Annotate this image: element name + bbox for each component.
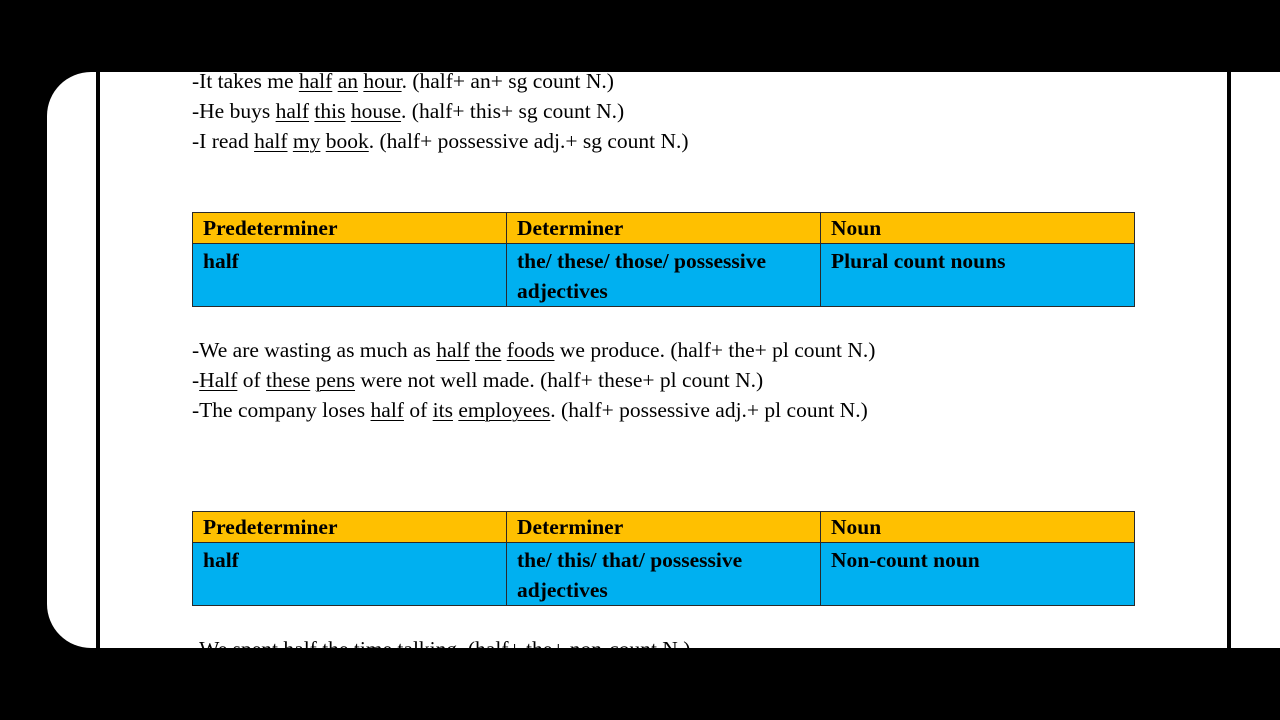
example-line-cut-off	[192, 637, 690, 661]
header-determiner: Determiner	[507, 512, 821, 543]
underlined-word: half	[370, 398, 404, 422]
underlined-word: foods	[506, 338, 555, 362]
underlined-word: half	[436, 338, 470, 362]
underlined-word: half	[298, 69, 333, 93]
cell-determiner: the/ these/ those/ possessive adjectives	[507, 244, 821, 307]
text-fragment: . (half+ this+ sg count N.)	[401, 99, 625, 123]
text-fragment: of	[403, 398, 433, 422]
example-line	[192, 69, 614, 93]
header-noun: Noun	[821, 512, 1135, 543]
document-page	[47, 69, 1280, 661]
header-predeterminer: Predeterminer	[193, 512, 507, 543]
table-row	[193, 244, 1135, 307]
text-fragment: . (half+ an+ sg count N.)	[401, 69, 614, 93]
example-line	[192, 338, 875, 362]
underlined-word: hour	[363, 69, 402, 93]
text-fragment: -The company loses	[192, 398, 371, 422]
underlined-word: house	[350, 99, 402, 123]
text-fragment: -We are wasting as much as	[192, 338, 437, 362]
page-margin-line-right	[1227, 72, 1231, 648]
cell-noun: Plural count nouns	[821, 244, 1135, 307]
underlined-word: the	[475, 338, 502, 362]
underlined-word: its	[432, 398, 453, 422]
text-fragment: . (half+ possessive adj.+ pl count N.)	[550, 398, 868, 422]
table-header-row	[193, 213, 1135, 244]
underlined-word: an	[337, 69, 358, 93]
header-predeterminer: Predeterminer	[193, 213, 507, 244]
text-fragment: -I read	[192, 129, 255, 153]
underlined-word: employees	[458, 398, 551, 422]
underlined-word: book	[325, 129, 369, 153]
text-fragment: . (half+ possessive adj.+ sg count N.)	[368, 129, 689, 153]
underlined-word: half	[275, 99, 310, 123]
cell-determiner: the/ this/ that/ possessive adjectives	[507, 543, 821, 606]
example-line	[192, 99, 624, 123]
text-fragment: -We spent half the time talking. (half+ the+ non-count N.)	[192, 637, 691, 661]
determiner-table-noncount	[192, 511, 1135, 606]
underlined-word: half	[254, 129, 288, 153]
text-fragment: we produce. (half+ the+ pl count N.)	[554, 338, 876, 362]
text-fragment: were not well made. (half+ these+ pl count N.)	[355, 368, 764, 392]
underlined-word: pens	[315, 368, 356, 392]
underlined-word: Half	[199, 368, 238, 392]
header-noun: Noun	[821, 213, 1135, 244]
underlined-word: these	[266, 368, 311, 392]
table-header-row	[193, 512, 1135, 543]
text-fragment: of	[237, 368, 267, 392]
underlined-word: this	[314, 99, 346, 123]
cell-predeterminer: half	[193, 543, 507, 606]
page-margin-line-left	[96, 72, 100, 648]
determiner-table-plural	[192, 212, 1135, 307]
text-fragment: -	[192, 368, 200, 392]
underlined-word: my	[292, 129, 321, 153]
cell-predeterminer: half	[193, 244, 507, 307]
header-determiner: Determiner	[507, 213, 821, 244]
example-line	[192, 129, 689, 153]
cell-noun: Non-count noun	[821, 543, 1135, 606]
example-line	[192, 398, 868, 422]
example-line	[192, 368, 763, 392]
text-fragment: -He buys	[192, 99, 276, 123]
table-row	[193, 543, 1135, 606]
text-fragment: -It takes me	[192, 69, 299, 93]
